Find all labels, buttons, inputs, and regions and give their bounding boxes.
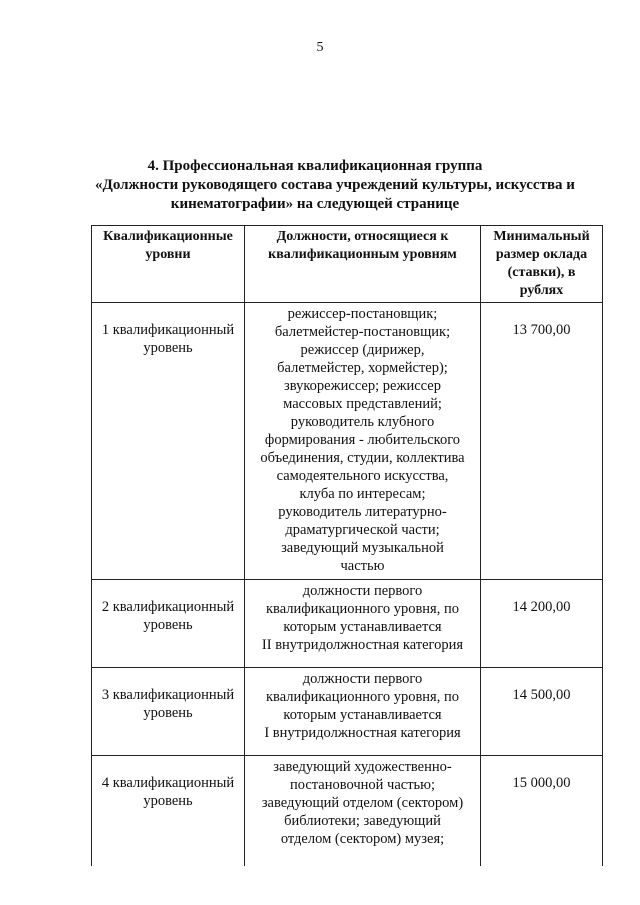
heading-line: 4. Профессиональная квалификационная группа <box>147 158 483 174</box>
level-line: уровень <box>143 617 193 633</box>
position-line: режиссер (дирижер, <box>300 342 425 358</box>
position-line: массовых представлений; <box>283 396 442 412</box>
header-line: Квалификационные <box>103 229 233 244</box>
header-line: Минимальный <box>493 229 590 244</box>
level-line: уровень <box>143 793 193 809</box>
position-line: балетмейстер-постановщик; <box>274 324 451 340</box>
positions-cell <box>245 668 481 756</box>
position-line: заведующий отделом (сектором) <box>261 795 464 811</box>
level-line: 2 квалификационный <box>101 599 235 615</box>
position-line: балетмейстер, хормейстер); <box>277 360 448 376</box>
salary-cell <box>481 756 603 866</box>
table-header-row <box>92 226 603 303</box>
header-level <box>92 226 245 303</box>
positions-cell <box>245 756 481 866</box>
header-salary <box>481 226 603 303</box>
position-line: отделом (сектором) музея; <box>280 831 445 847</box>
table-row <box>92 668 603 756</box>
header-line: квалификационным уровням <box>268 247 457 262</box>
salary-value: 15 000,00 <box>512 775 571 791</box>
position-line: заведующий музыкальной <box>281 540 444 556</box>
level-cell <box>92 756 245 866</box>
position-line: должности первого <box>302 583 423 599</box>
header-line: Должности, относящиеся к <box>276 229 449 244</box>
header-positions <box>245 226 481 303</box>
header-line: размер оклада <box>495 247 588 262</box>
salary-value: 14 200,00 <box>512 599 571 615</box>
salary-table <box>91 225 603 866</box>
level-line: уровень <box>143 705 193 721</box>
header-line: уровни <box>145 247 191 262</box>
positions-cell <box>245 580 481 668</box>
positions-cell <box>245 303 481 580</box>
level-cell <box>92 580 245 668</box>
position-line: звукорежиссер; режиссер <box>284 378 441 394</box>
level-line: 4 квалификационный <box>101 775 235 791</box>
position-line: самодеятельного искусства, <box>276 468 449 484</box>
position-line: I внутридолжностная категория <box>264 725 461 741</box>
level-cell <box>92 668 245 756</box>
position-line: должности первого <box>302 671 423 687</box>
position-line: драматургической части; <box>285 522 440 538</box>
header-line: рублях <box>519 283 564 298</box>
heading-line: «Должности руководящего состава учреждений культуры, искусства и <box>95 177 575 193</box>
position-line: постановочной частью; <box>289 777 436 793</box>
position-line: которым устанавливается <box>283 707 442 723</box>
position-line: частью <box>340 558 385 574</box>
salary-value: 13 700,00 <box>512 322 571 338</box>
level-line: 3 квалификационный <box>101 687 235 703</box>
position-line: объединения, студии, коллектива <box>260 450 465 466</box>
heading-line: кинематографии» на следующей странице <box>170 196 460 212</box>
salary-value: 14 500,00 <box>512 687 571 703</box>
salary-cell <box>481 668 603 756</box>
table-row <box>92 580 603 668</box>
header-line: (ставки), в <box>507 265 576 280</box>
section-heading <box>95 157 575 214</box>
table-row <box>92 303 603 580</box>
salary-cell <box>481 580 603 668</box>
level-line: уровень <box>143 340 193 356</box>
position-line: формирования - любительского <box>264 432 461 448</box>
position-line: квалификационного уровня, по <box>266 689 459 705</box>
table-row <box>92 756 603 866</box>
position-line: руководитель клубного <box>290 414 435 430</box>
position-line: заведующий художественно- <box>273 759 452 775</box>
position-line: руководитель литературно- <box>278 504 447 520</box>
position-line: II внутридолжностная категория <box>261 637 464 653</box>
level-line: 1 квалификационный <box>101 322 235 338</box>
salary-cell <box>481 303 603 580</box>
position-line: которым устанавливается <box>283 619 442 635</box>
level-cell <box>92 303 245 580</box>
position-line: режиссер-постановщик; <box>287 306 438 322</box>
position-line: библиотеки; заведующий <box>284 813 441 829</box>
position-line: клуба по интересам; <box>299 486 426 502</box>
position-line: квалификационного уровня, по <box>266 601 459 617</box>
page-number: 5 <box>316 40 324 55</box>
